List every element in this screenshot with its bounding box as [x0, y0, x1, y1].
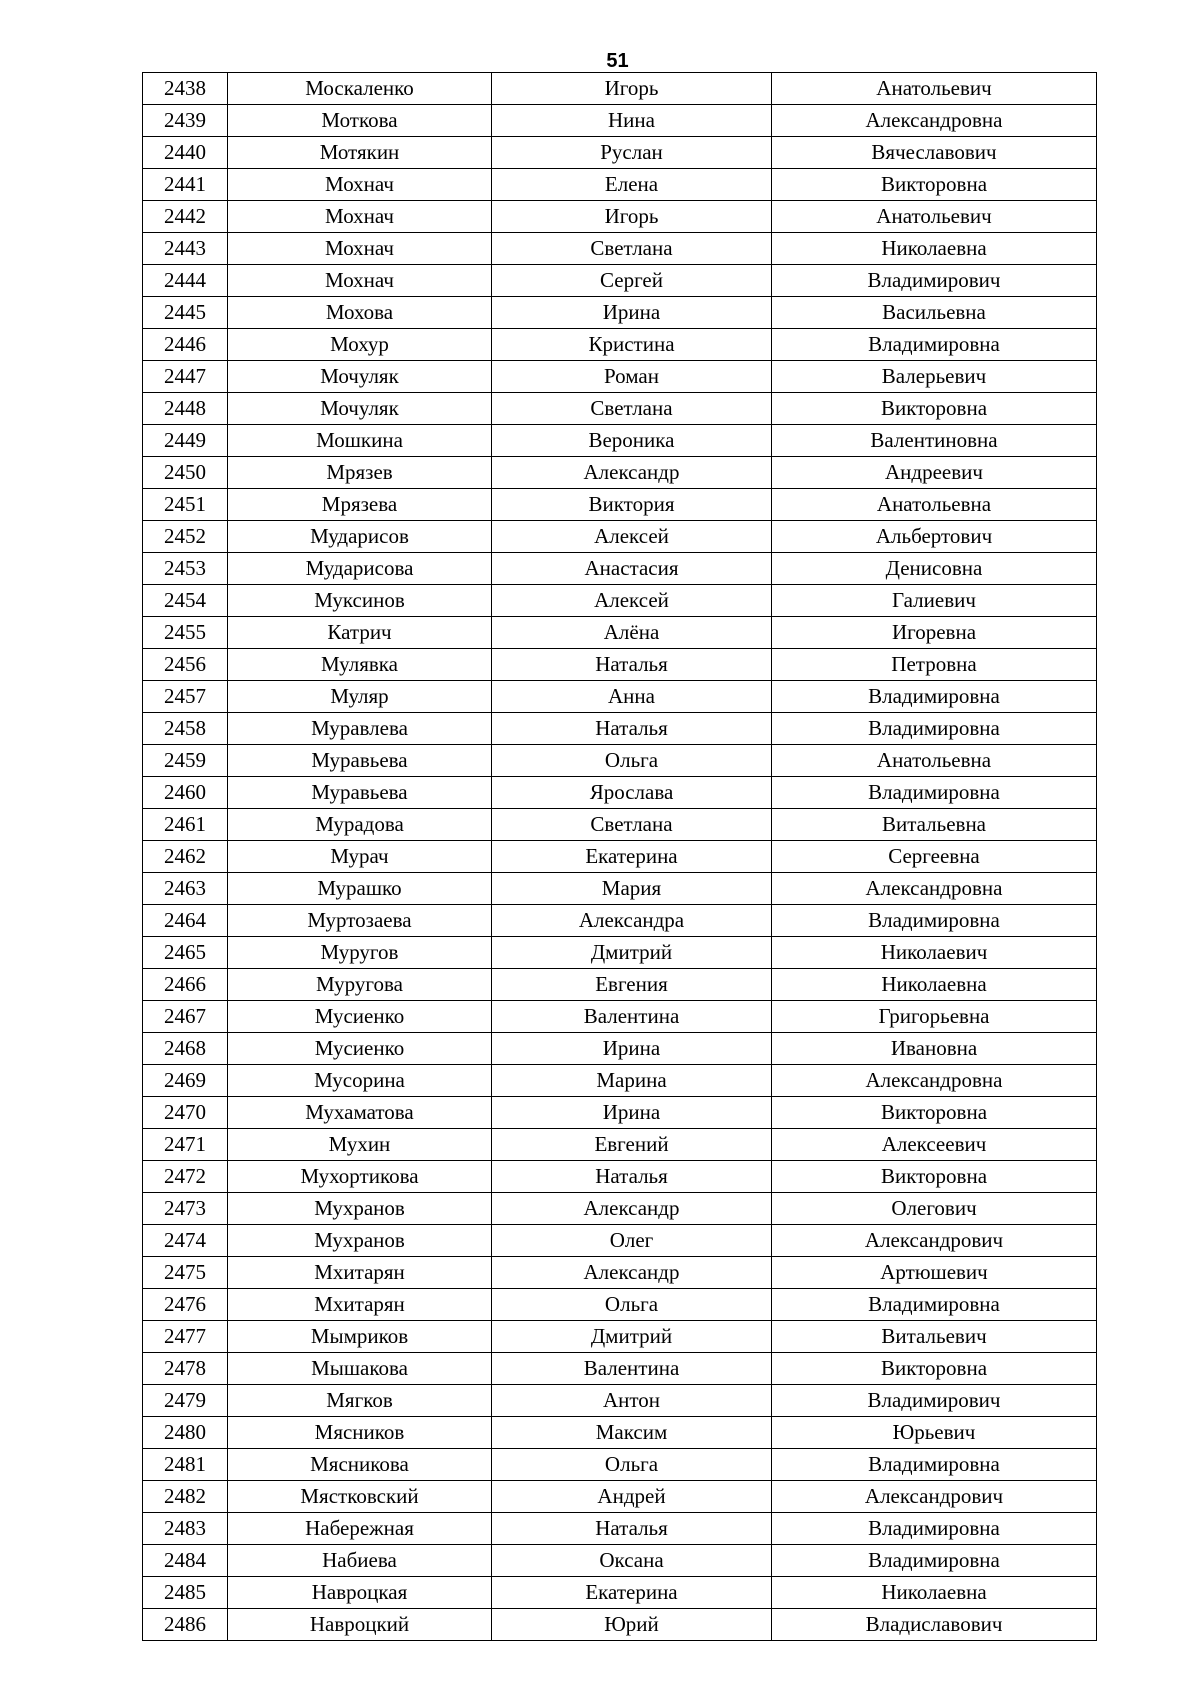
table-row — [143, 1513, 1097, 1545]
patronymic-cell: Вячеславович — [772, 137, 1097, 169]
patronymic-cell: Владимирович — [772, 265, 1097, 297]
row-number-cell: 2439 — [143, 105, 228, 137]
patronymic-cell: Ивановна — [772, 1033, 1097, 1065]
patronymic-cell: Валерьевич — [772, 361, 1097, 393]
patronymic-cell: Владимировна — [772, 1449, 1097, 1481]
table-row — [143, 1609, 1097, 1641]
patronymic-cell: Григорьевна — [772, 1001, 1097, 1033]
patronymic-cell: Анатольевна — [772, 745, 1097, 777]
first-name-cell: Ольга — [492, 745, 772, 777]
table-row — [143, 1001, 1097, 1033]
first-name-cell: Олег — [492, 1225, 772, 1257]
row-number-cell: 2465 — [143, 937, 228, 969]
table-row — [143, 329, 1097, 361]
row-number-cell: 2442 — [143, 201, 228, 233]
row-number-cell: 2481 — [143, 1449, 228, 1481]
row-number-cell: 2447 — [143, 361, 228, 393]
table-row — [143, 265, 1097, 297]
first-name-cell: Наталья — [492, 713, 772, 745]
first-name-cell: Елена — [492, 169, 772, 201]
last-name-cell: Мхитарян — [228, 1257, 492, 1289]
last-name-cell: Мягков — [228, 1385, 492, 1417]
patronymic-cell: Николаевна — [772, 969, 1097, 1001]
row-number-cell: 2461 — [143, 809, 228, 841]
names-table — [142, 72, 1097, 1641]
patronymic-cell: Альбертович — [772, 521, 1097, 553]
row-number-cell: 2463 — [143, 873, 228, 905]
row-number-cell: 2479 — [143, 1385, 228, 1417]
row-number-cell: 2451 — [143, 489, 228, 521]
patronymic-cell: Анатольевна — [772, 489, 1097, 521]
first-name-cell: Екатерина — [492, 841, 772, 873]
row-number-cell: 2475 — [143, 1257, 228, 1289]
last-name-cell: Катрич — [228, 617, 492, 649]
table-row — [143, 1353, 1097, 1385]
patronymic-cell: Владимировна — [772, 1513, 1097, 1545]
last-name-cell: Мурашко — [228, 873, 492, 905]
patronymic-cell: Анатольевич — [772, 73, 1097, 105]
first-name-cell: Александра — [492, 905, 772, 937]
last-name-cell: Мочуляк — [228, 393, 492, 425]
last-name-cell: Навроцкий — [228, 1609, 492, 1641]
first-name-cell: Светлана — [492, 233, 772, 265]
row-number-cell: 2449 — [143, 425, 228, 457]
table-row — [143, 73, 1097, 105]
row-number-cell: 2466 — [143, 969, 228, 1001]
first-name-cell: Юрий — [492, 1609, 772, 1641]
table-row — [143, 1225, 1097, 1257]
row-number-cell: 2440 — [143, 137, 228, 169]
first-name-cell: Дмитрий — [492, 937, 772, 969]
first-name-cell: Ирина — [492, 1033, 772, 1065]
row-number-cell: 2471 — [143, 1129, 228, 1161]
last-name-cell: Мударисов — [228, 521, 492, 553]
patronymic-cell: Анатольевич — [772, 201, 1097, 233]
last-name-cell: Моткова — [228, 105, 492, 137]
table-row — [143, 1257, 1097, 1289]
row-number-cell: 2460 — [143, 777, 228, 809]
last-name-cell: Мочуляк — [228, 361, 492, 393]
last-name-cell: Мясникова — [228, 1449, 492, 1481]
patronymic-cell: Викторовна — [772, 1161, 1097, 1193]
patronymic-cell: Николаевич — [772, 937, 1097, 969]
patronymic-cell: Витальевич — [772, 1321, 1097, 1353]
last-name-cell: Мусорина — [228, 1065, 492, 1097]
first-name-cell: Ярослава — [492, 777, 772, 809]
patronymic-cell: Андреевич — [772, 457, 1097, 489]
patronymic-cell: Сергеевна — [772, 841, 1097, 873]
row-number-cell: 2456 — [143, 649, 228, 681]
table-row — [143, 1033, 1097, 1065]
patronymic-cell: Алексеевич — [772, 1129, 1097, 1161]
row-number-cell: 2452 — [143, 521, 228, 553]
last-name-cell: Мухортикова — [228, 1161, 492, 1193]
first-name-cell: Игорь — [492, 73, 772, 105]
last-name-cell: Мотякин — [228, 137, 492, 169]
patronymic-cell: Владиславович — [772, 1609, 1097, 1641]
row-number-cell: 2441 — [143, 169, 228, 201]
first-name-cell: Светлана — [492, 393, 772, 425]
first-name-cell: Валентина — [492, 1353, 772, 1385]
patronymic-cell: Александрович — [772, 1481, 1097, 1513]
first-name-cell: Александр — [492, 1257, 772, 1289]
table-row — [143, 841, 1097, 873]
first-name-cell: Валентина — [492, 1001, 772, 1033]
first-name-cell: Сергей — [492, 265, 772, 297]
table-row — [143, 169, 1097, 201]
row-number-cell: 2473 — [143, 1193, 228, 1225]
table-row — [143, 1161, 1097, 1193]
row-number-cell: 2444 — [143, 265, 228, 297]
last-name-cell: Муравьева — [228, 777, 492, 809]
table-row — [143, 521, 1097, 553]
row-number-cell: 2476 — [143, 1289, 228, 1321]
table-row — [143, 649, 1097, 681]
table-row — [143, 873, 1097, 905]
first-name-cell: Нина — [492, 105, 772, 137]
table-row — [143, 233, 1097, 265]
row-number-cell: 2453 — [143, 553, 228, 585]
patronymic-cell: Петровна — [772, 649, 1097, 681]
last-name-cell: Мусиенко — [228, 1033, 492, 1065]
patronymic-cell: Васильевна — [772, 297, 1097, 329]
patronymic-cell: Витальевна — [772, 809, 1097, 841]
first-name-cell: Вероника — [492, 425, 772, 457]
last-name-cell: Муксинов — [228, 585, 492, 617]
row-number-cell: 2464 — [143, 905, 228, 937]
patronymic-cell: Владимировна — [772, 329, 1097, 361]
last-name-cell: Муравлева — [228, 713, 492, 745]
first-name-cell: Марина — [492, 1065, 772, 1097]
row-number-cell: 2469 — [143, 1065, 228, 1097]
table-row — [143, 681, 1097, 713]
first-name-cell: Ирина — [492, 297, 772, 329]
row-number-cell: 2454 — [143, 585, 228, 617]
first-name-cell: Екатерина — [492, 1577, 772, 1609]
first-name-cell: Алёна — [492, 617, 772, 649]
first-name-cell: Евгений — [492, 1129, 772, 1161]
table-row — [143, 905, 1097, 937]
row-number-cell: 2480 — [143, 1417, 228, 1449]
last-name-cell: Мохнач — [228, 201, 492, 233]
last-name-cell: Мухранов — [228, 1193, 492, 1225]
table-row — [143, 777, 1097, 809]
patronymic-cell: Викторовна — [772, 1097, 1097, 1129]
table-row — [143, 1289, 1097, 1321]
table-row — [143, 617, 1097, 649]
last-name-cell: Мясников — [228, 1417, 492, 1449]
first-name-cell: Алексей — [492, 585, 772, 617]
table-row — [143, 745, 1097, 777]
last-name-cell: Мухин — [228, 1129, 492, 1161]
patronymic-cell: Александрович — [772, 1225, 1097, 1257]
row-number-cell: 2457 — [143, 681, 228, 713]
last-name-cell: Мышакова — [228, 1353, 492, 1385]
first-name-cell: Наталья — [492, 1161, 772, 1193]
last-name-cell: Мударисова — [228, 553, 492, 585]
patronymic-cell: Александровна — [772, 1065, 1097, 1097]
row-number-cell: 2467 — [143, 1001, 228, 1033]
patronymic-cell: Викторовна — [772, 393, 1097, 425]
patronymic-cell: Владимировна — [772, 777, 1097, 809]
last-name-cell: Мхитарян — [228, 1289, 492, 1321]
last-name-cell: Мохур — [228, 329, 492, 361]
first-name-cell: Дмитрий — [492, 1321, 772, 1353]
first-name-cell: Светлана — [492, 809, 772, 841]
table-row — [143, 361, 1097, 393]
table-row — [143, 1545, 1097, 1577]
patronymic-cell: Владимировна — [772, 1289, 1097, 1321]
row-number-cell: 2459 — [143, 745, 228, 777]
first-name-cell: Александр — [492, 1193, 772, 1225]
table-row — [143, 1193, 1097, 1225]
last-name-cell: Москаленко — [228, 73, 492, 105]
table-row — [143, 585, 1097, 617]
row-number-cell: 2474 — [143, 1225, 228, 1257]
table-row — [143, 553, 1097, 585]
last-name-cell: Мрязев — [228, 457, 492, 489]
first-name-cell: Анастасия — [492, 553, 772, 585]
patronymic-cell: Владимировна — [772, 905, 1097, 937]
table-row — [143, 105, 1097, 137]
table-body — [143, 73, 1097, 1641]
last-name-cell: Мохнач — [228, 169, 492, 201]
first-name-cell: Оксана — [492, 1545, 772, 1577]
row-number-cell: 2446 — [143, 329, 228, 361]
table-row — [143, 425, 1097, 457]
row-number-cell: 2445 — [143, 297, 228, 329]
first-name-cell: Максим — [492, 1417, 772, 1449]
last-name-cell: Мохнач — [228, 265, 492, 297]
last-name-cell: Набережная — [228, 1513, 492, 1545]
table-row — [143, 713, 1097, 745]
table-row — [143, 1577, 1097, 1609]
row-number-cell: 2443 — [143, 233, 228, 265]
last-name-cell: Мусиенко — [228, 1001, 492, 1033]
row-number-cell: 2468 — [143, 1033, 228, 1065]
row-number-cell: 2472 — [143, 1161, 228, 1193]
last-name-cell: Мохнач — [228, 233, 492, 265]
table-row — [143, 1097, 1097, 1129]
row-number-cell: 2458 — [143, 713, 228, 745]
last-name-cell: Мурач — [228, 841, 492, 873]
last-name-cell: Мрязева — [228, 489, 492, 521]
last-name-cell: Навроцкая — [228, 1577, 492, 1609]
last-name-cell: Муляр — [228, 681, 492, 713]
row-number-cell: 2477 — [143, 1321, 228, 1353]
last-name-cell: Мястковский — [228, 1481, 492, 1513]
first-name-cell: Наталья — [492, 1513, 772, 1545]
last-name-cell: Мухаматова — [228, 1097, 492, 1129]
table-row — [143, 457, 1097, 489]
patronymic-cell: Денисовна — [772, 553, 1097, 585]
table-row — [143, 1481, 1097, 1513]
row-number-cell: 2482 — [143, 1481, 228, 1513]
page-number: 51 — [606, 50, 629, 72]
first-name-cell: Ольга — [492, 1289, 772, 1321]
row-number-cell: 2462 — [143, 841, 228, 873]
patronymic-cell: Александровна — [772, 873, 1097, 905]
row-number-cell: 2485 — [143, 1577, 228, 1609]
last-name-cell: Муругов — [228, 937, 492, 969]
last-name-cell: Мохова — [228, 297, 492, 329]
table-row — [143, 393, 1097, 425]
first-name-cell: Виктория — [492, 489, 772, 521]
row-number-cell: 2478 — [143, 1353, 228, 1385]
last-name-cell: Мошкина — [228, 425, 492, 457]
first-name-cell: Мария — [492, 873, 772, 905]
patronymic-cell: Артюшевич — [772, 1257, 1097, 1289]
first-name-cell: Анна — [492, 681, 772, 713]
table-row — [143, 1065, 1097, 1097]
table-row — [143, 489, 1097, 521]
patronymic-cell: Юрьевич — [772, 1417, 1097, 1449]
first-name-cell: Кристина — [492, 329, 772, 361]
table-row — [143, 809, 1097, 841]
row-number-cell: 2486 — [143, 1609, 228, 1641]
row-number-cell: 2470 — [143, 1097, 228, 1129]
table-row — [143, 1321, 1097, 1353]
last-name-cell: Муртозаева — [228, 905, 492, 937]
patronymic-cell: Владимировна — [772, 1545, 1097, 1577]
patronymic-cell: Владимировна — [772, 713, 1097, 745]
table-row — [143, 1449, 1097, 1481]
patronymic-cell: Игоревна — [772, 617, 1097, 649]
row-number-cell: 2484 — [143, 1545, 228, 1577]
patronymic-cell: Николаевна — [772, 233, 1097, 265]
table-row — [143, 201, 1097, 233]
first-name-cell: Наталья — [492, 649, 772, 681]
last-name-cell: Мухранов — [228, 1225, 492, 1257]
last-name-cell: Мурадова — [228, 809, 492, 841]
patronymic-cell: Владимировна — [772, 681, 1097, 713]
first-name-cell: Андрей — [492, 1481, 772, 1513]
last-name-cell: Муругова — [228, 969, 492, 1001]
patronymic-cell: Владимирович — [772, 1385, 1097, 1417]
first-name-cell: Руслан — [492, 137, 772, 169]
patronymic-cell: Галиевич — [772, 585, 1097, 617]
table-row — [143, 1385, 1097, 1417]
table-row — [143, 297, 1097, 329]
row-number-cell: 2448 — [143, 393, 228, 425]
table-row — [143, 137, 1097, 169]
row-number-cell: 2450 — [143, 457, 228, 489]
first-name-cell: Игорь — [492, 201, 772, 233]
first-name-cell: Алексей — [492, 521, 772, 553]
first-name-cell: Александр — [492, 457, 772, 489]
table-row — [143, 1129, 1097, 1161]
first-name-cell: Ольга — [492, 1449, 772, 1481]
table-row — [143, 1417, 1097, 1449]
patronymic-cell: Викторовна — [772, 1353, 1097, 1385]
first-name-cell: Ирина — [492, 1097, 772, 1129]
row-number-cell: 2483 — [143, 1513, 228, 1545]
first-name-cell: Антон — [492, 1385, 772, 1417]
last-name-cell: Муравьева — [228, 745, 492, 777]
table-row — [143, 969, 1097, 1001]
patronymic-cell: Николаевна — [772, 1577, 1097, 1609]
last-name-cell: Набиева — [228, 1545, 492, 1577]
patronymic-cell: Викторовна — [772, 169, 1097, 201]
last-name-cell: Мымриков — [228, 1321, 492, 1353]
patronymic-cell: Олегович — [772, 1193, 1097, 1225]
patronymic-cell: Александровна — [772, 105, 1097, 137]
patronymic-cell: Валентиновна — [772, 425, 1097, 457]
row-number-cell: 2438 — [143, 73, 228, 105]
first-name-cell: Роман — [492, 361, 772, 393]
row-number-cell: 2455 — [143, 617, 228, 649]
first-name-cell: Евгения — [492, 969, 772, 1001]
table-row — [143, 937, 1097, 969]
last-name-cell: Мулявка — [228, 649, 492, 681]
